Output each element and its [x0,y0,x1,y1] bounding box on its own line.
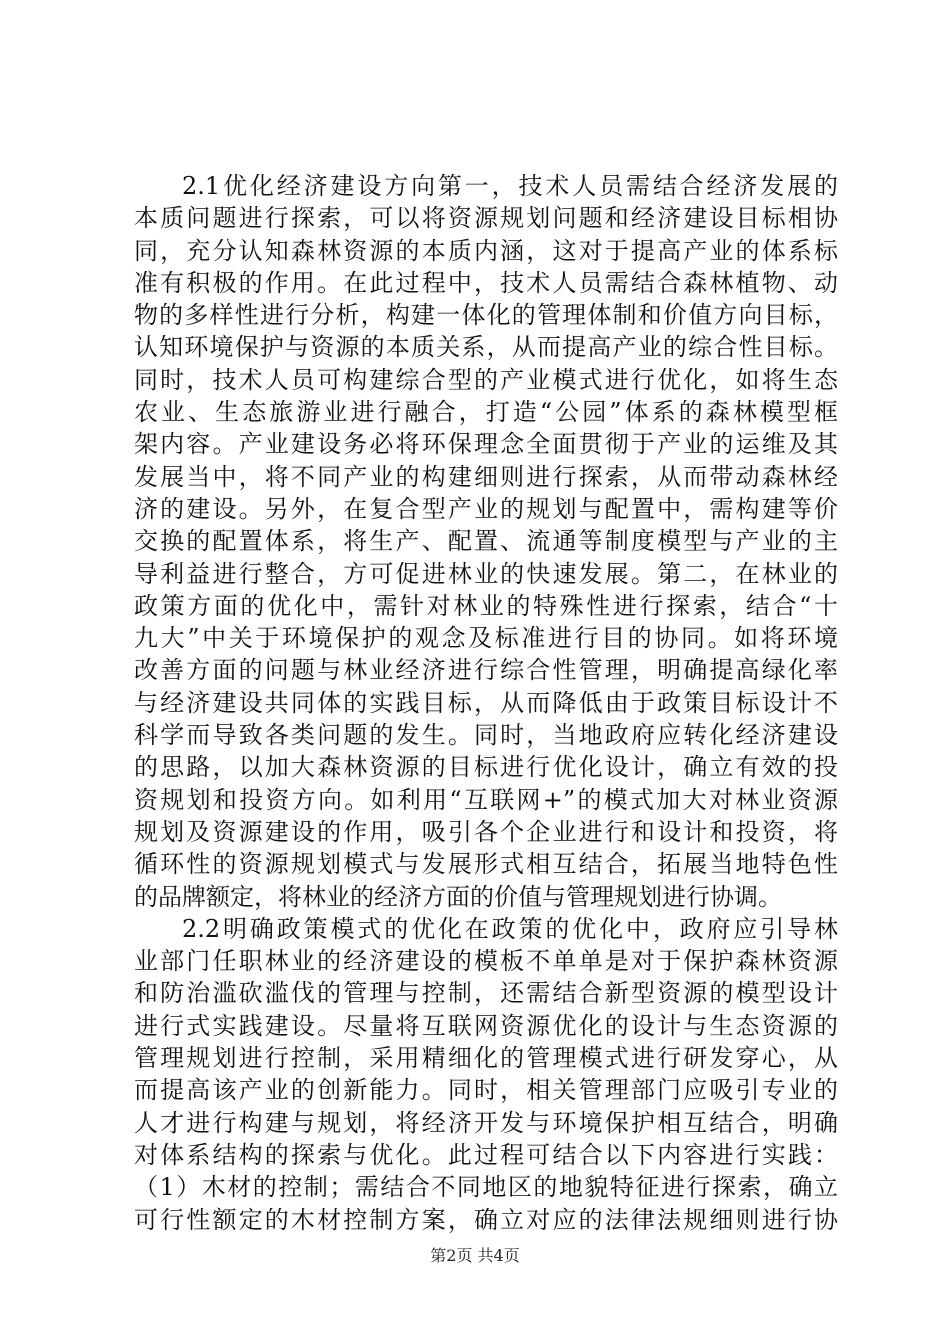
text-line: 准有积极的作用。在此过程中，技术人员需结合森林植物、动 [134,268,838,297]
body-text [134,170,838,1236]
text-line: 而提高该产业的创新能力。同时，相关管理部门应吸引专业的 [134,1076,838,1105]
text-line: 认知环境保护与资源的本质关系，从而提高产业的综合性目标。 [134,333,838,362]
text-line: 物的多样性进行分析，构建一体化的管理体制和价值方向目标， [134,301,838,330]
text-line: 政策方面的优化中，需针对林业的特殊性进行探索，结合“十 [134,591,838,620]
text-line: 农业、生态旅游业进行融合，打造“公园”体系的森林模型框 [134,398,838,427]
text-line: 管理规划进行控制，采用精细化的管理模式进行研发穿心，从 [134,1044,838,1073]
text-line: 2.2明确政策模式的优化在政策的优化中，政府应引导林 [182,914,838,943]
text-line: 导利益进行整合，方可促进林业的快速发展。第二，在林业的 [134,559,838,588]
text-line: 同，充分认知森林资源的本质内涵，这对于提高产业的体系标 [134,236,838,265]
text-line: （1）木材的控制；需结合不同地区的地貌特征进行探索，确立 [134,1173,838,1202]
text-line: 九大”中关于环境保护的观念及标准进行目的协同。如将环境 [134,624,838,653]
text-line: 2.1优化经济建设方向第一，技术人员需结合经济发展的 [182,172,838,200]
text-line: 本质问题进行探索，可以将资源规划问题和经济建设目标相协 [134,204,838,233]
text-line: 对体系结构的探索与优化。此过程可结合以下内容进行实践： [134,1140,838,1169]
text-line: 业部门任职林业的经济建设的模板不单单是对于保护森林资源 [134,947,838,976]
text-line: 济的建设。另外，在复合型产业的规划与配置中，需构建等价 [134,494,838,523]
text-line: 规划及资源建设的作用，吸引各个企业进行和设计和投资，将 [134,817,838,846]
text-line: 可行性额定的木材控制方案，确立对应的法律法规细则进行协 [134,1205,838,1234]
text-line: 改善方面的问题与林业经济进行综合性管理，明确提高绿化率 [134,656,838,685]
text-line: 交换的配置体系，将生产、配置、流通等制度模型与产业的主 [134,527,838,556]
text-line: 资规划和投资方向。如利用“互联网+”的模式加大对林业资源 [134,785,838,814]
text-line: 发展当中，将不同产业的构建细则进行探索，从而带动森林经 [134,462,838,491]
text-line: 循环性的资源规划模式与发展形式相互结合，拓展当地特色性 [134,850,838,879]
text-line: 架内容。产业建设务必将环保理念全面贯彻于产业的运维及其 [134,430,838,459]
text-line: 人才进行构建与规划，将经济开发与环境保护相互结合，明确 [134,1108,838,1137]
text-line: 与经济建设共同体的实践目标，从而降低由于政策目标设计不 [134,688,838,717]
text-line: 同时，技术人员可构建综合型的产业模式进行优化，如将生态 [134,365,838,394]
text-line: 科学而导致各类问题的发生。同时，当地政府应转化经济建设 [134,721,838,750]
text-line: 进行式实践建设。尽量将互联网资源优化的设计与生态资源的 [134,1011,838,1040]
text-line: 的思路，以加大森林资源的目标进行优化设计，确立有效的投 [134,753,838,782]
text-line: 和防治滥砍滥伐的管理与控制，还需结合新型资源的模型设计 [134,979,838,1008]
page-number-footer: 第2页 共4页 [430,1246,520,1265]
text-line: 的品牌额定，将林业的经济方面的价值与管理规划进行协调。 [134,882,782,911]
